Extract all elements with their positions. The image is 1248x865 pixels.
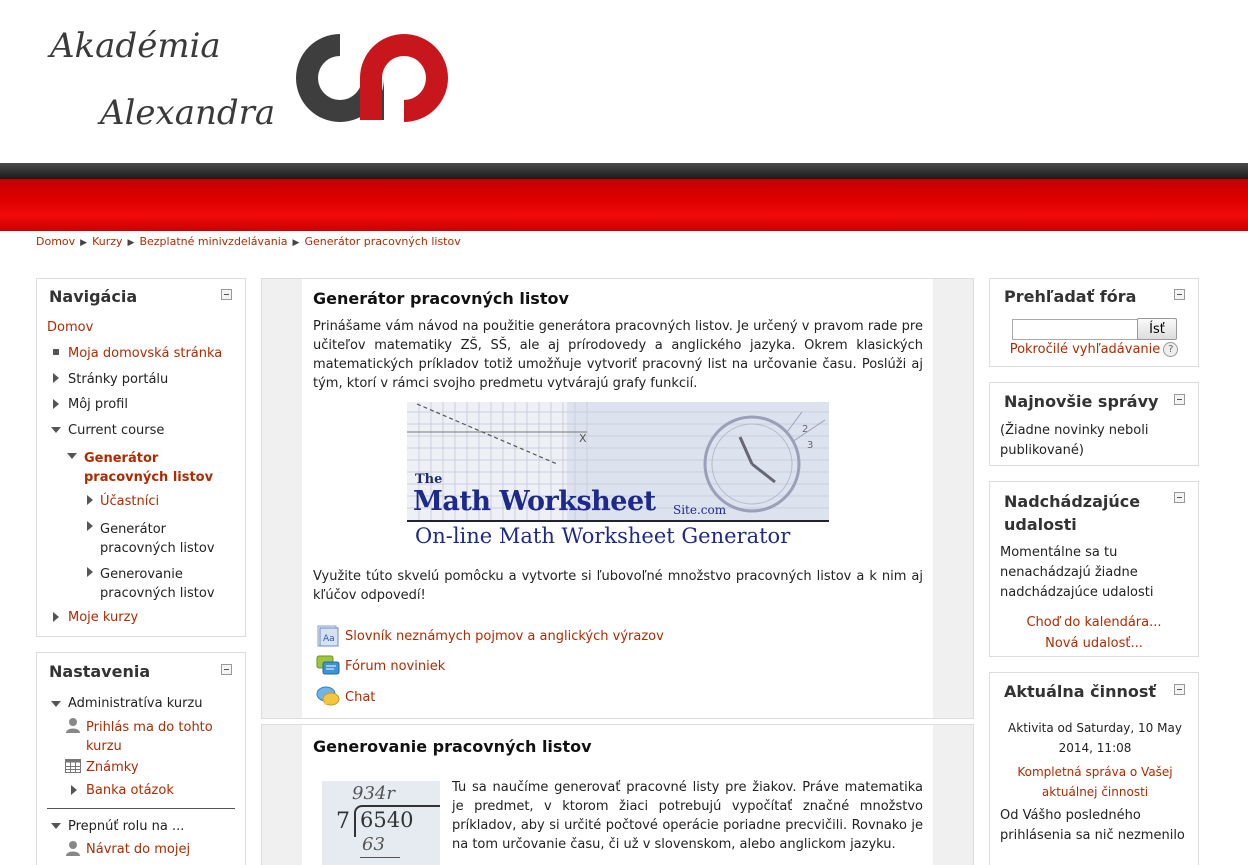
section-1-outro: Využite túto skvelú pomôcku a vytvorte si ľubovoľné množstvo pracovných listov a k nim aj kľúčov odpovedí! (313, 569, 923, 603)
help-icon[interactable]: ? (1163, 342, 1178, 357)
settings-switch-role[interactable]: Prepnúť rolu na ... (68, 819, 185, 834)
svg-text:Aa: Aa (323, 634, 335, 644)
division-digits-top: 934r (352, 783, 395, 804)
events-block (989, 481, 1199, 657)
nav-my-home[interactable]: Moja domovská stránka (68, 346, 223, 361)
svg-text:3: 3 (807, 440, 814, 451)
settings-enrol[interactable]: Prihlás ma do tohto kurzu (86, 720, 213, 754)
user-icon (65, 840, 81, 856)
events-empty: Momentálne sa tu nenachádzajú žiadne nadchádzajúce udalosti (1000, 545, 1154, 600)
nav-section-2[interactable]: Generovanie pracovných listov (100, 567, 215, 601)
recent-activity-block (989, 672, 1199, 865)
breadcrumb-category[interactable]: Bezplatné minivzdelávania (139, 235, 288, 248)
settings-block (36, 652, 246, 865)
brand-line-2: Alexandra (100, 93, 276, 133)
collapse-icon[interactable] (1174, 684, 1185, 695)
settings-return[interactable]: Návrat do mojej (86, 842, 191, 857)
events-links (990, 612, 1198, 654)
settings-question-bank[interactable]: Banka otázok (86, 783, 174, 798)
expand-icon[interactable] (53, 612, 59, 622)
expand-icon[interactable] (87, 521, 93, 531)
forum-search-button[interactable]: Ísť (1137, 318, 1177, 340)
expand-icon[interactable] (53, 399, 59, 409)
division-dividend: 6540 (360, 808, 414, 832)
expand-icon[interactable] (87, 495, 93, 505)
new-event-link[interactable]: Nová udalosť... (1045, 636, 1143, 651)
settings-course-admin[interactable]: Administratíva kurzu (68, 696, 203, 711)
expand-icon[interactable] (71, 785, 77, 795)
division-line (360, 857, 400, 858)
nav-participants[interactable]: Účastníci (100, 494, 160, 509)
settings-title: Nastavenia (49, 662, 151, 681)
collapse-icon[interactable] (1174, 492, 1185, 503)
recent-activity-title: Aktuálna činnosť (1004, 682, 1157, 701)
news-empty: (Žiadne novinky neboli publikované) (1000, 423, 1149, 458)
collapse-tree-icon[interactable] (51, 701, 61, 707)
chat-icon (316, 686, 340, 708)
expand-icon[interactable] (87, 567, 93, 577)
section-1-intro: Prinášame vám návod na použitie generátora pracovných listov. Je určený v pravom rade pre učiteľov matematiky ZŠ, SŠ, ale aj prírodovedy a anglického jazyka. Okrem klasických matematických príkladov totiž umožňuje vytvoriť pracovný list na určovanie času. Poslúži aj tým, ktorí v rámci svojho predmetu vytvárajú grafy funkcií. (313, 319, 923, 391)
grades-icon (65, 759, 81, 773)
section-1-title: Generátor pracovných listov (313, 289, 569, 308)
news-title: Najnovšie správy (1004, 392, 1159, 411)
course-section-1 (261, 278, 974, 719)
section-content (302, 725, 933, 865)
advanced-search-row (990, 342, 1198, 357)
collapse-icon[interactable] (1174, 289, 1185, 300)
search-forums-title: Prehľadať fóra (1004, 287, 1137, 306)
breadcrumb (36, 235, 461, 248)
svg-text:2: 2 (802, 424, 809, 435)
academy-logo-icon[interactable] (296, 32, 448, 122)
activity-full-report-link[interactable]: Kompletná správa o Vašej aktuálnej činnosti (1017, 765, 1173, 799)
banner-site: Site.com (673, 503, 727, 517)
banner-name: Math Worksheet (413, 486, 656, 517)
course-section-2 (261, 724, 974, 865)
svg-text:X: X (579, 432, 587, 445)
search-forums-block (989, 278, 1199, 367)
breadcrumb-separator-icon: ▶ (127, 238, 135, 248)
nav-site-pages[interactable]: Stránky portálu (68, 372, 169, 387)
breadcrumb-course[interactable]: Generátor pracovných listov (304, 235, 461, 248)
section-2-text: Tu sa naučíme generovať pracovné listy pre žiakov. Práve matematika je predmet, v ktorom žiaci potrebujú vypočítať značné množstvo príkladov, aby si určité počtové operácie poriadne precvičili. Rovnako je na tom určovanie času, či už v slovenskom, alebo anglickom jazyku. (452, 780, 923, 852)
bullet-icon (53, 349, 59, 355)
breadcrumb-courses[interactable]: Kurzy (92, 235, 123, 248)
division-partial: 63 (362, 834, 385, 855)
nav-my-courses[interactable]: Moje kurzy (68, 610, 139, 625)
nav-my-profile[interactable]: Môj profil (68, 397, 128, 412)
banner-the: The (415, 472, 443, 487)
nav-section-1[interactable]: Generátor pracovných listov (100, 522, 215, 556)
activity-nothing-changed: Od Vášho posledného prihlásenia sa nič nezmenilo (1000, 808, 1185, 843)
breadcrumb-home[interactable]: Domov (36, 235, 76, 248)
nav-course-name[interactable]: Generátor pracovných listov (84, 451, 214, 485)
header-dark-bar (0, 163, 1248, 179)
activity-forum-link[interactable]: Fórum noviniek (345, 659, 446, 674)
settings-grades[interactable]: Známky (86, 760, 139, 775)
division-divisor: 7 (336, 809, 350, 834)
breadcrumb-separator-icon: ▶ (80, 238, 88, 248)
glossary-icon (316, 625, 340, 647)
settings-divider (47, 808, 235, 809)
section-content (302, 279, 933, 718)
forum-icon (316, 655, 340, 677)
breadcrumb-separator-icon: ▶ (292, 238, 300, 248)
user-icon (65, 717, 81, 733)
collapse-icon[interactable] (221, 289, 232, 300)
activity-glossary-link[interactable]: Slovník neznámych pojmov a anglických výrazov (345, 629, 664, 644)
math-worksheet-banner[interactable] (407, 402, 829, 552)
banner-subtitle: On-line Math Worksheet Generator (415, 524, 791, 548)
collapse-icon[interactable] (1174, 394, 1185, 405)
navigation-title: Navigácia (49, 287, 138, 306)
advanced-search-link[interactable]: Pokročilé vyhľadávanie (1009, 342, 1161, 357)
forum-search-input[interactable] (1012, 319, 1138, 340)
brand-line-1: Akadémia (50, 26, 221, 66)
collapse-tree-icon[interactable] (51, 823, 61, 829)
activity-since: Aktivita od Saturday, 10 May 2014, 11:08 (1008, 721, 1182, 755)
expand-icon[interactable] (53, 373, 59, 383)
news-block (989, 382, 1199, 466)
nav-home[interactable]: Domov (47, 320, 94, 335)
activity-chat-link[interactable]: Chat (345, 690, 376, 705)
nav-current-course[interactable]: Current course (68, 423, 165, 438)
events-title: Nadchádzajúce udalosti (1004, 492, 1141, 534)
header-red-bar (0, 179, 1248, 231)
calendar-link[interactable]: Choď do kalendára... (1026, 615, 1162, 630)
division-image (322, 781, 440, 865)
section-2-title: Generovanie pracovných listov (313, 737, 592, 756)
site-header (0, 0, 1248, 163)
collapse-tree-icon[interactable] (67, 453, 77, 459)
navigation-block (36, 278, 246, 637)
collapse-tree-icon[interactable] (51, 427, 61, 433)
collapse-icon[interactable] (221, 664, 232, 675)
